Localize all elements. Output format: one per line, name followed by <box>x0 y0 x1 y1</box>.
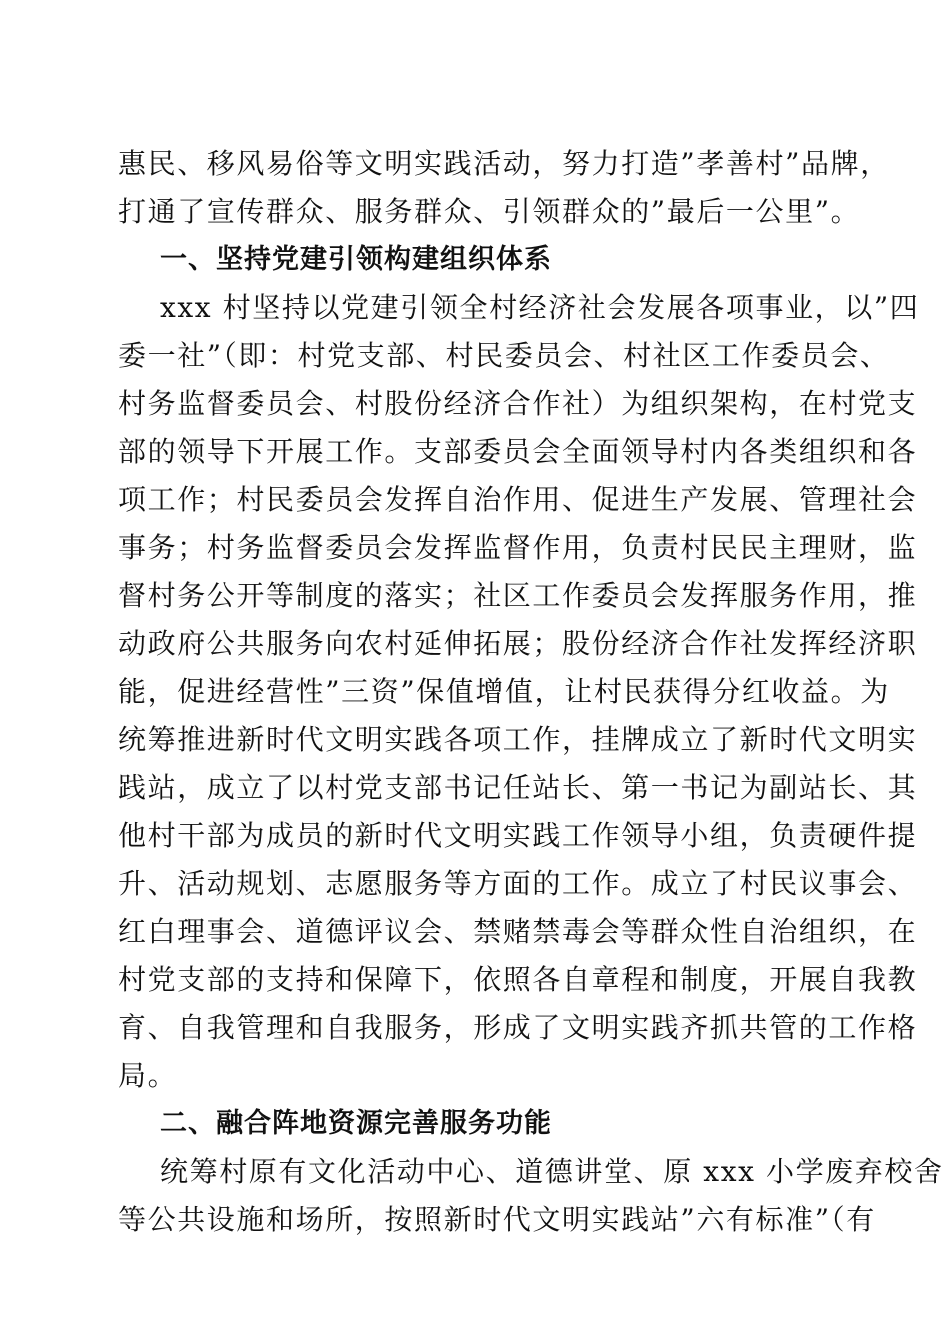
paragraph-line: 升、活动规划、志愿服务等方面的工作。成立了村民议事会、 <box>118 867 918 900</box>
paragraph-line: 红白理事会、道德评议会、禁赌禁毒会等群众性自治组织，在 <box>118 915 918 948</box>
paragraph-line: 事务；村务监督委员会发挥监督作用，负责村民民主理财，监 <box>118 531 918 564</box>
paragraph-line: 等公共设施和场所，按照新时代文明实践站”六有标准”（有 <box>118 1203 876 1236</box>
section-heading-1: 一、坚持党建引领构建组织体系 <box>160 244 552 275</box>
paragraph-line: 统筹村原有文化活动中心、道德讲堂、原 xxx 小学废弃校舍 <box>160 1155 944 1188</box>
paragraph-line: 村党支部的支持和保障下，依照各自章程和制度，开展自我教 <box>118 963 918 996</box>
paragraph-line: 部的领导下开展工作。支部委员会全面领导村内各类组织和各 <box>118 435 918 468</box>
paragraph-line: 督村务公开等制度的落实；社区工作委员会发挥服务作用，推 <box>118 579 918 612</box>
paragraph-line: 育、自我管理和自我服务，形成了文明实践齐抓共管的工作格 <box>118 1011 918 1044</box>
paragraph-line: xxx 村坚持以党建引领全村经济社会发展各项事业，以”四 <box>160 291 920 324</box>
paragraph-line: 项工作；村民委员会发挥自治作用、促进生产发展、管理社会 <box>118 483 918 516</box>
paragraph-line: 惠民、移风易俗等文明实践活动，努力打造”孝善村”品牌， <box>118 147 890 180</box>
paragraph-line: 统筹推进新时代文明实践各项工作，挂牌成立了新时代文明实 <box>118 723 918 756</box>
paragraph-line: 能，促进经营性”三资”保值增值，让村民获得分红收益。为 <box>118 675 890 708</box>
paragraph-line: 动政府公共服务向农村延伸拓展；股份经济合作社发挥经济职 <box>118 627 918 660</box>
paragraph-line: 委一社”（即：村党支部、村民委员会、村社区工作委员会、 <box>118 339 890 372</box>
section-heading-2: 二、融合阵地资源完善服务功能 <box>160 1108 552 1139</box>
paragraph-line: 局。 <box>118 1059 178 1092</box>
paragraph-line: 他村干部为成员的新时代文明实践工作领导小组，负责硬件提 <box>118 819 918 852</box>
paragraph-line: 践站，成立了以村党支部书记任站长、第一书记为副站长、其 <box>118 771 918 804</box>
paragraph-line: 村务监督委员会、村股份经济合作社）为组织架构，在村党支 <box>118 387 918 420</box>
paragraph-line: 打通了宣传群众、服务群众、引领群众的”最后一公里”。 <box>118 195 861 228</box>
